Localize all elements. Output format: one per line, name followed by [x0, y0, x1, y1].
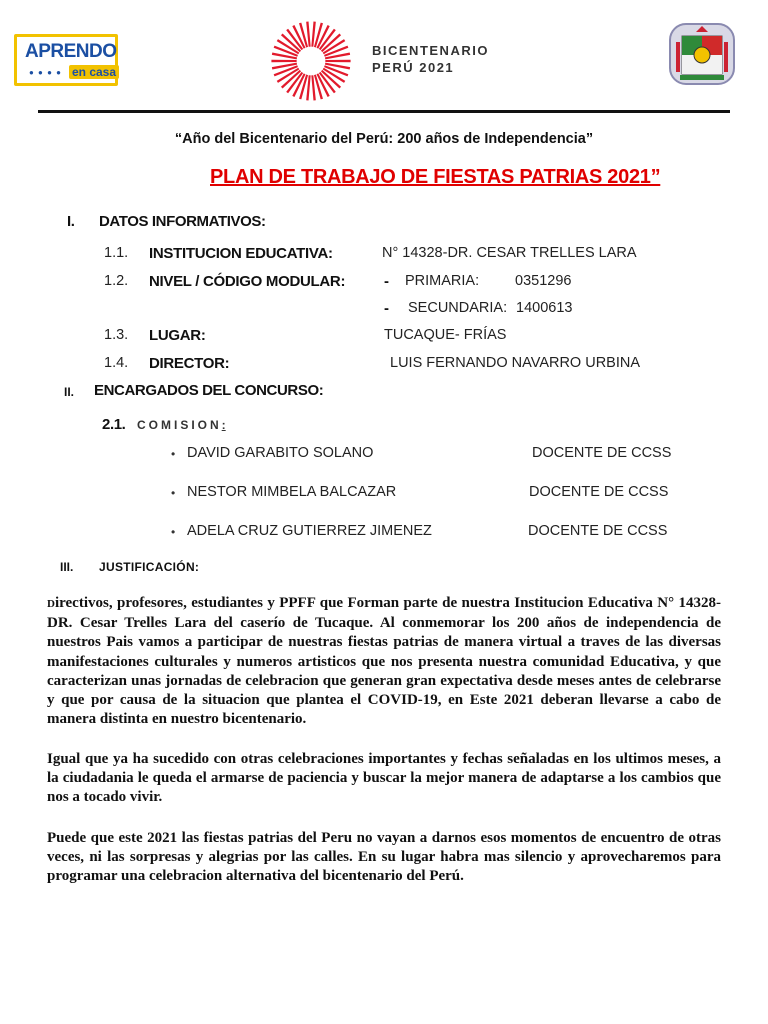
aprendo-logo-dots: ● ● ● ●: [29, 68, 62, 77]
item-1-4-number: 1.4.: [104, 355, 129, 371]
document-title: PLAN DE TRABAJO DE FIESTAS PATRIAS 2021”: [210, 166, 661, 188]
section2-heading: ENCARGADOS DEL CONCURSO:: [94, 382, 324, 399]
bicentenario-sunburst-logo: [266, 16, 356, 106]
primaria-code: 0351296: [515, 273, 572, 289]
primaria-label: PRIMARIA:: [405, 273, 480, 289]
section2-numeral: II.: [64, 385, 75, 399]
comision-colon: :: [221, 418, 226, 432]
item-1-1-number: 1.1.: [104, 245, 129, 261]
bicentenario-line1: BICENTENARIO: [372, 43, 489, 58]
director-value: LUIS FERNANDO NAVARRO URBINA: [390, 355, 641, 371]
secundaria-label: SECUNDARIA:: [408, 300, 508, 316]
member-3-role: DOCENTE DE CCSS: [528, 523, 668, 539]
member-2-name: NESTOR MIMBELA BALCAZAR: [187, 484, 397, 500]
member-1-role: DOCENTE DE CCSS: [532, 445, 672, 461]
comision-label: [137, 418, 226, 432]
justification-paragraph-3: Puede que este 2021 las fiestas patrias del Peru no vayan a darnos esos momentos de encuentro de otras veces, ni las sorpresas y alegrias por las calles. En su lugar habra mas silencio y aprovecharemos para programar una celebracion alternativa del bicentenario del Perú.: [47, 830, 721, 885]
paragraph-1-initial: D: [47, 598, 55, 610]
sunburst-ray: [271, 60, 296, 62]
member-1-name: DAVID GARABITO SOLANO: [187, 445, 374, 461]
primaria-dash: -: [384, 273, 389, 290]
justification-paragraph-1: [47, 594, 721, 729]
comision-text: COMISION: [137, 418, 222, 432]
justification-paragraph-2: Igual que ya ha sucedido con otras celebraciones importantes y fechas señaladas en los ultimos meses, a la ciudadania le queda el armarse de paciencia y buscar la mejor manera de adaptarse a los cambios que nos a tocado vivir.: [47, 751, 721, 806]
section3-numeral: III.: [60, 560, 74, 574]
institucion-value: N° 14328-DR. CESAR TRELLES LARA: [382, 245, 637, 261]
aprendo-logo-subtext: en casa: [69, 65, 119, 79]
item-1-3-number: 1.3.: [104, 327, 129, 343]
sunburst-ray: [325, 60, 350, 62]
institucion-label: INSTITUCION EDUCATIVA:: [149, 245, 333, 262]
paragraph-1-body: irectivos, profesores, estudiantes y PPFF que Forman parte de nuestra Institucion Educativa N° 14328-DR. Cesar Trelles Lara del caserío de Tucaque. Al conmemorar los 200 años de independencia de nuestros Pais vamos a participar de nuestras fiestas patrias de manera virtual a traves de las diversas manifestaciones culturales y numeros artisticos que nos presenta nuestra comunidad Educativa, y que caracterizan unas jornadas de celebracion que generan gran expectativa desde meses antes de celebrarse y que por causa de la situacion que plantea el COVID-19, en Este 2021 deberan llevarse a cabo de manera distinta en nuestro bicentenario.: [47, 595, 721, 728]
aprendo-logo-text: APRENDO: [25, 41, 117, 62]
lugar-label: LUGAR:: [149, 327, 206, 344]
year-motto: “Año del Bicentenario del Perú: 200 años de Independencia”: [174, 131, 594, 147]
member-1-bullet: •: [171, 447, 176, 461]
secundaria-dash: -: [384, 300, 389, 317]
member-3-bullet: •: [171, 525, 176, 539]
member-2-role: DOCENTE DE CCSS: [529, 484, 669, 500]
section3-heading: JUSTIFICACIÓN:: [99, 560, 200, 574]
secundaria-code: 1400613: [516, 300, 573, 316]
sunburst-center: [301, 51, 321, 71]
aprendo-en-casa-logo: [14, 34, 118, 86]
bicentenario-logo-text: [372, 42, 489, 76]
member-2-bullet: •: [171, 486, 176, 500]
director-label: DIRECTOR:: [149, 355, 230, 372]
item-1-2-number: 1.2.: [104, 273, 129, 289]
section1-numeral: I.: [67, 213, 75, 230]
nivel-label: NIVEL / CÓDIGO MODULAR:: [149, 273, 346, 290]
section1-heading: DATOS INFORMATIVOS:: [99, 213, 266, 230]
member-3-name: ADELA CRUZ GUTIERREZ JIMENEZ: [187, 523, 432, 539]
header-divider: [38, 110, 730, 113]
school-crest-icon: [668, 20, 736, 88]
bicentenario-line2: PERÚ 2021: [372, 60, 455, 75]
subsection-2-1-number: 2.1.: [102, 416, 126, 433]
lugar-value: TUCAQUE- FRÍAS: [384, 327, 507, 343]
